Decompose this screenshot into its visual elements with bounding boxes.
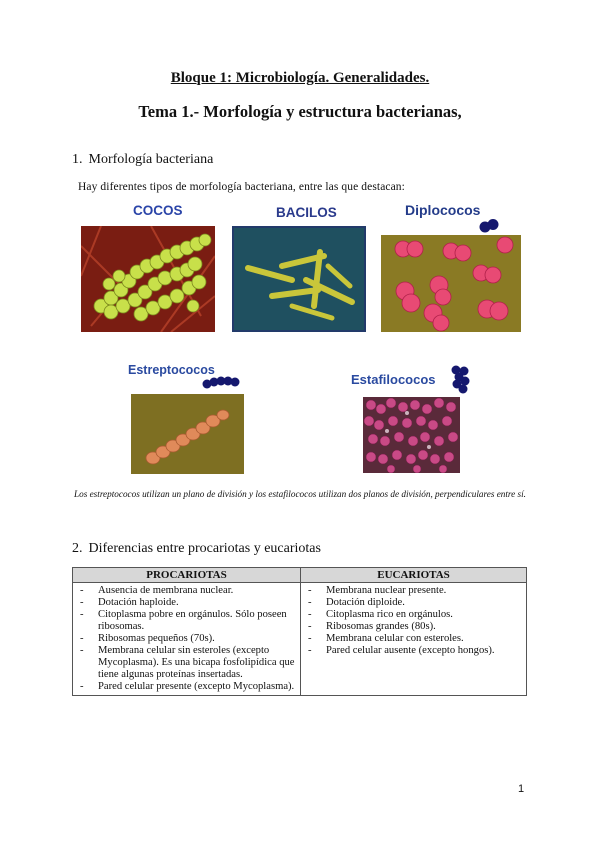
eucariotas-list (304, 585, 523, 657)
list-item: - Membrana celular sin esteroles (excepto Mycoplasma). Es una bicapa fosfolipídica que tiene algunas proteínas insertadas. (76, 645, 297, 681)
page-number: 1 (518, 783, 525, 795)
section-title: Morfología bacteriana (88, 152, 214, 167)
list-item: - Membrana celular con esteroles. (304, 633, 523, 645)
label-estreptococos: Estreptococos (128, 363, 215, 377)
block-title: Bloque 1: Microbiología. Generalidades. (170, 70, 430, 86)
topic-title: Tema 1.- Morfología y estructura bacterianas, (138, 102, 462, 121)
section-number: 2. (72, 541, 83, 556)
cocos-micrograph (81, 226, 215, 332)
label-bacilos: BACILOS (276, 205, 337, 220)
list-item: - Pared celular presente (excepto Mycoplasma). (76, 681, 297, 693)
comparison-table (72, 567, 527, 696)
diplococos-diagram-icon (478, 219, 500, 233)
header-eucariotas: EUCARIOTAS (301, 568, 527, 583)
bacilos-micrograph (232, 226, 366, 332)
label-cocos: COCOS (133, 203, 183, 218)
section-number: 1. (72, 152, 83, 167)
figure-caption: Los estreptococos utilizan un plano de división y los estafilococos utilizan dos planos de división, perpendiculares entre sí. (74, 489, 526, 499)
label-diplococos: Diplococos (405, 202, 481, 218)
header-procariotas: PROCARIOTAS (73, 568, 301, 583)
label-estafilococos: Estafilococos (351, 372, 436, 387)
procariotas-cell (73, 583, 301, 696)
section-heading-morfologia (72, 152, 213, 168)
diplococos-micrograph (381, 235, 521, 332)
intro-paragraph: Hay diferentes tipos de morfología bacteriana, entre las que destacan: (78, 181, 405, 193)
eucariotas-cell (301, 583, 527, 696)
list-item: - Citoplasma rico en orgánulos. (304, 609, 523, 621)
list-item: - Ribosomas grandes (80s). (304, 621, 523, 633)
procariotas-list (76, 585, 297, 693)
estreptococos-micrograph (131, 394, 244, 474)
table-row (73, 583, 527, 696)
list-item: - Membrana nuclear presente. (304, 585, 523, 597)
list-item: - Pared celular ausente (excepto hongos). (304, 645, 523, 657)
section-title: Diferencias entre procariotas y eucariotas (88, 541, 321, 556)
list-item: - Ribosomas pequeños (70s). (76, 633, 297, 645)
estafilococos-micrograph (363, 397, 460, 473)
list-item: - Dotación diploide. (304, 597, 523, 609)
list-item: - Ausencia de membrana nuclear. (76, 585, 297, 597)
section-heading-diferencias (72, 541, 321, 557)
estafilococos-diagram-icon (449, 364, 471, 394)
list-item: - Dotación haploide. (76, 597, 297, 609)
estreptococos-diagram-icon (202, 375, 242, 389)
table-header-row (73, 568, 527, 583)
list-item: - Citoplasma pobre en orgánulos. Sólo poseen ribosomas. (76, 609, 297, 633)
